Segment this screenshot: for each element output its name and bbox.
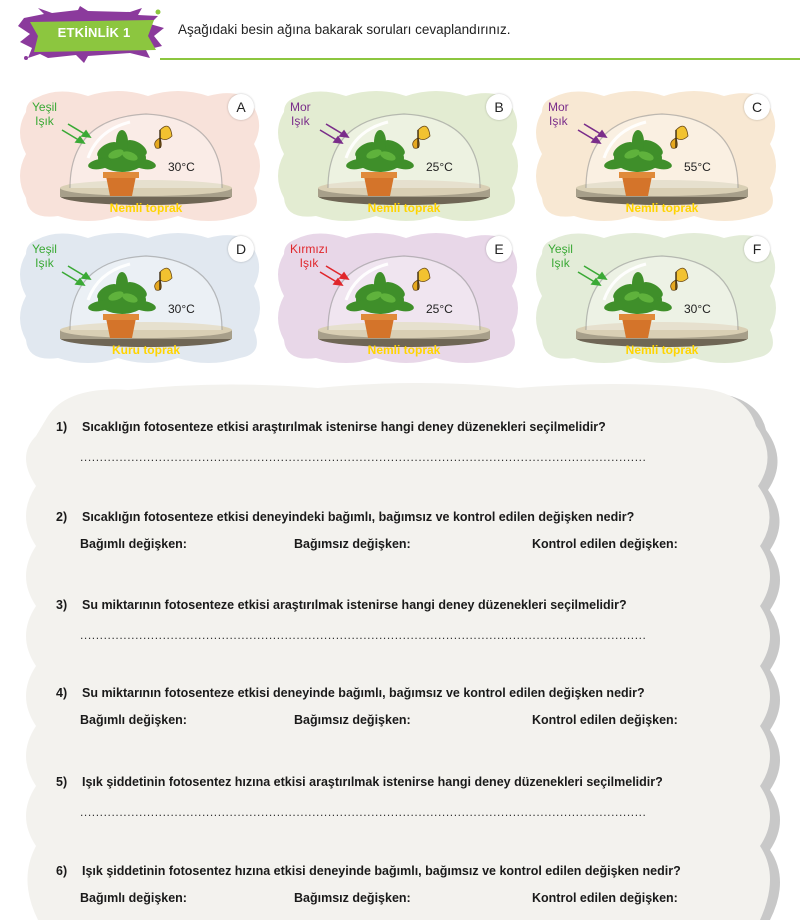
light-label	[32, 242, 57, 270]
question-4	[56, 686, 645, 700]
soil-label: Nemli toprak	[109, 201, 183, 215]
dependent-variable-label: Bağımlı değişken:	[80, 713, 187, 727]
light-word-text: Işık	[299, 256, 319, 270]
header-divider	[160, 58, 800, 60]
answer-line[interactable]: ................................................................................................................................................	[80, 805, 647, 819]
temperature-label: 30°C	[168, 302, 195, 316]
panel-letter: A	[228, 94, 254, 120]
experiment-panel-b	[276, 88, 522, 222]
dependent-variable-label: Bağımlı değişken:	[80, 537, 187, 551]
light-color-text: Yeşil	[548, 242, 573, 256]
controlled-variable-label: Kontrol edilen değişken:	[532, 537, 678, 551]
question-text: Su miktarının fotosenteze etkisi deneyinde bağımlı, bağımsız ve kontrol edilen değişken nedir?	[82, 686, 645, 700]
temperature-label: 25°C	[426, 302, 453, 316]
panel-letter: E	[486, 236, 512, 262]
question-text: Işık şiddetinin fotosentez hızına etkisi deneyinde bağımlı, bağımsız ve kontrol edilen değişken nedir?	[82, 864, 681, 878]
dependent-variable-label: Bağımlı değişken:	[80, 891, 187, 905]
light-label	[290, 100, 311, 128]
answer-line[interactable]: ................................................................................................................................................	[80, 628, 647, 642]
panel-letter: B	[486, 94, 512, 120]
question-1	[56, 420, 606, 434]
soil-label: Nemli toprak	[625, 201, 699, 215]
light-color-text: Mor	[548, 100, 569, 114]
light-word-text: Işık	[291, 114, 310, 128]
panel-letter: C	[744, 94, 770, 120]
experiment-panel-f	[534, 230, 780, 364]
independent-variable-label: Bağımsız değişken:	[294, 537, 411, 551]
experiment-panel-d	[18, 230, 264, 364]
light-label	[290, 242, 328, 270]
soil-label: Nemli toprak	[367, 201, 441, 215]
question-number: 1)	[56, 420, 68, 434]
panel-letter: F	[744, 236, 770, 262]
question-2	[56, 510, 634, 524]
question-6	[56, 864, 681, 878]
temperature-label: 30°C	[684, 302, 711, 316]
answer-line[interactable]: ................................................................................................................................................	[80, 450, 647, 464]
question-number: 3)	[56, 598, 68, 612]
light-word-text: Işık	[35, 256, 54, 270]
question-number: 6)	[56, 864, 68, 878]
question-number: 5)	[56, 775, 68, 789]
question-5	[56, 775, 663, 789]
temperature-label: 30°C	[168, 160, 195, 174]
temperature-label: 25°C	[426, 160, 453, 174]
light-label	[548, 100, 569, 128]
light-word-text: Işık	[551, 256, 570, 270]
light-color-text: Kırmızı	[290, 242, 328, 256]
controlled-variable-label: Kontrol edilen değişken:	[532, 891, 678, 905]
instruction-text: Aşağıdaki besin ağına bakarak soruları cevaplandırınız.	[178, 22, 511, 37]
header	[0, 0, 802, 70]
question-text: Sıcaklığın fotosenteze etkisi deneyindeki bağımlı, bağımsız ve kontrol edilen değişken nedir?	[82, 510, 635, 524]
panel-letter: D	[228, 236, 254, 262]
light-color-text: Yeşil	[32, 242, 57, 256]
light-color-text: Mor	[290, 100, 311, 114]
light-word-text: Işık	[549, 114, 568, 128]
soil-label: Nemli toprak	[367, 343, 441, 357]
question-number: 2)	[56, 510, 68, 524]
light-label	[548, 242, 573, 270]
question-text: Su miktarının fotosenteze etkisi araştırılmak istenirse hangi deney düzenekleri seçilmelidir?	[82, 598, 627, 612]
independent-variable-label: Bağımsız değişken:	[294, 713, 411, 727]
soil-label: Nemli toprak	[625, 343, 699, 357]
controlled-variable-label: Kontrol edilen değişken:	[532, 713, 678, 727]
light-color-text: Yeşil	[32, 100, 57, 114]
experiment-panel-e	[276, 230, 522, 364]
soil-label: Kuru toprak	[111, 343, 180, 357]
independent-variable-label: Bağımsız değişken:	[294, 891, 411, 905]
light-word-text: Işık	[35, 114, 54, 128]
question-text: Sıcaklığın fotosenteze etkisi araştırılmak istenirse hangi deney düzenekleri seçilmelidir?	[82, 420, 606, 434]
temperature-label: 55°C	[684, 160, 711, 174]
experiment-panel-a	[18, 88, 264, 222]
activity-badge	[18, 6, 168, 64]
badge-label: ETKİNLİK 1	[57, 25, 131, 40]
question-number: 4)	[56, 686, 68, 700]
question-text: Işık şiddetinin fotosentez hızına etkisi araştırılmak istenirse hangi deney düzenekleri seçilmelidir?	[82, 775, 663, 789]
experiment-panel-c	[534, 88, 780, 222]
question-3	[56, 598, 627, 612]
light-label	[32, 100, 57, 128]
